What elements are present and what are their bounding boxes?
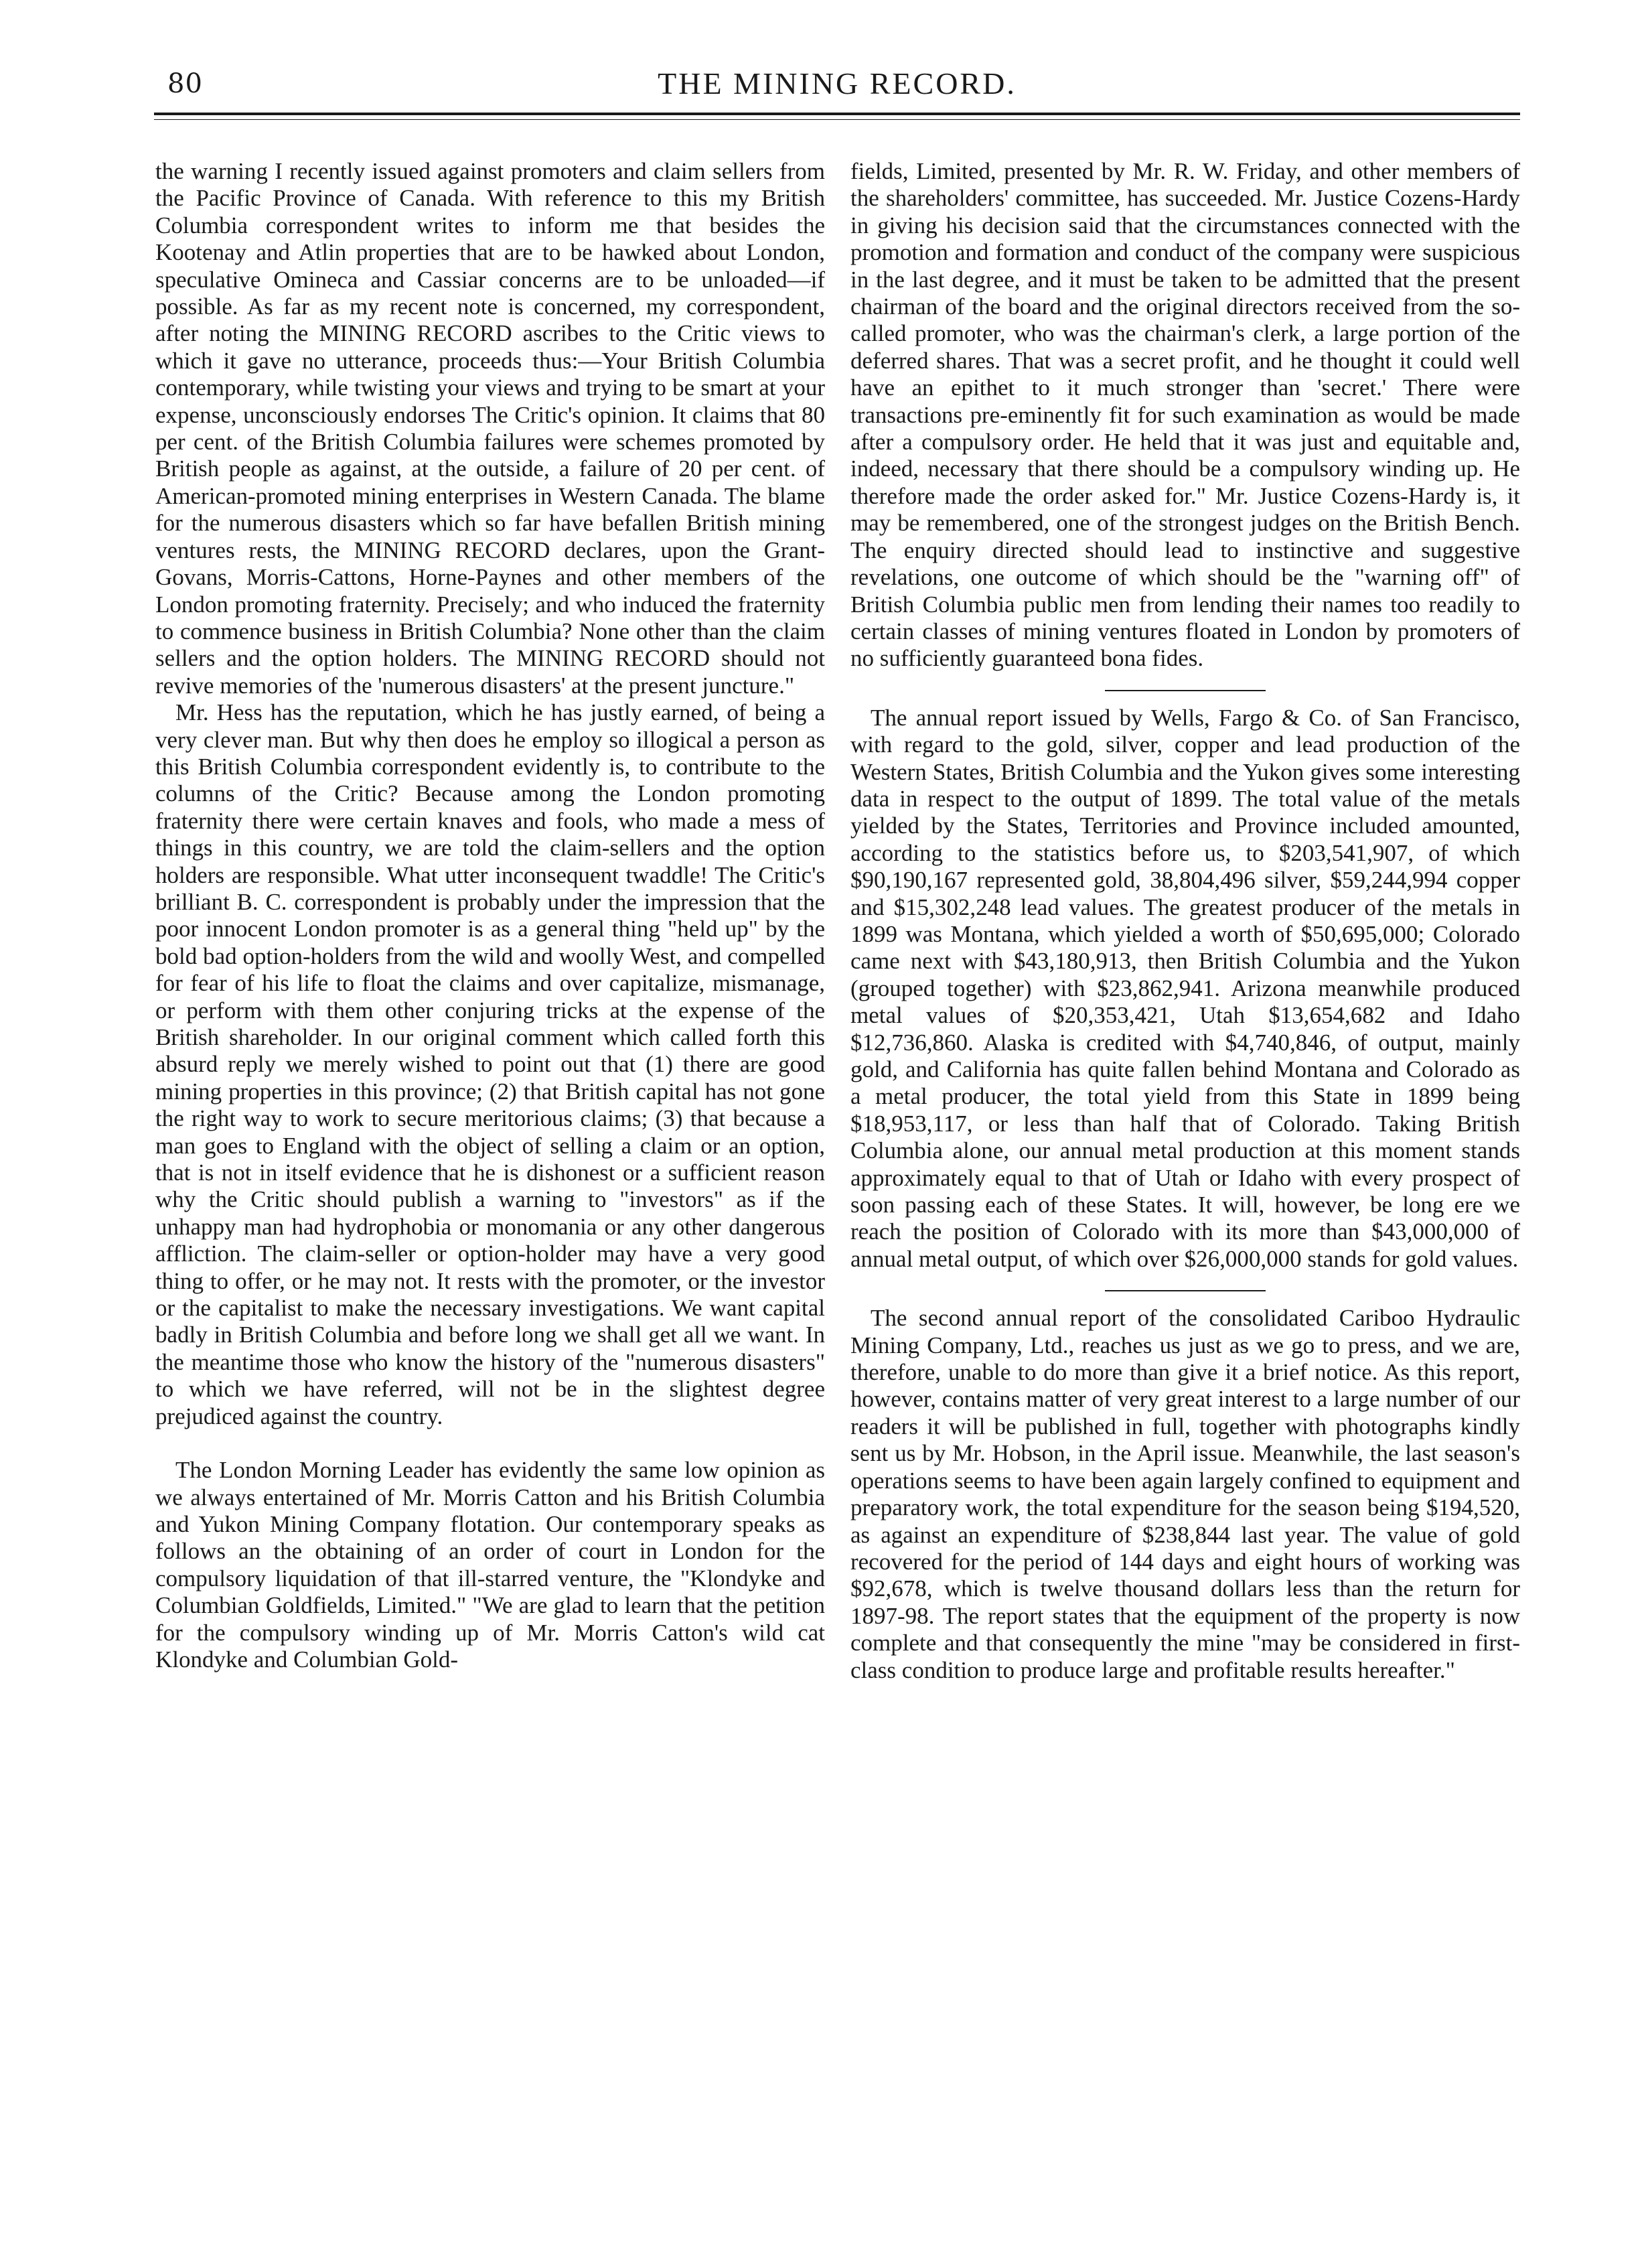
right-paragraph-3: The second annual report of the consolidated Cariboo Hydraulic Mining Company, Ltd., reaches us just as we go to press, and we are, therefore, unable to do more than give it a brief notice. As this report, however, contains matter of very great interest to a large number of our readers it will be published in full, together with photographs kindly sent us by Mr. Hobson, in the April issue. Meanwhile, the last season's operations seems to have been again largely confined to equipment and preparatory work, the total expenditure for the season being $194,520, as against an expenditure of $238,844 last year. The value of gold recovered for the period of 144 days and eight hours of working was $92,678, which is twelve thousand dollars less than the return for 1897-98. The report states that the equipment of the property is now complete and that consequently the mine "may be considered in first-class condition to produce large and profitable results hereafter." [850,1305,1520,1683]
left-paragraph-1: the warning I recently issued against promoters and claim sellers from the Pacific Province of Canada. With reference to this my British Columbia correspondent writes to inform me that besides the Kootenay and Atlin properties that are to be hawked about London, speculative Omineca and Cassiar concerns are to be unloaded—if possible. As far as my recent note is concerned, my correspondent, after noting the MINING RECORD ascribes to the Critic views to which it gave no utterance, proceeds thus:—Your British Columbia contemporary, while twisting your views and trying to be smart at your expense, unconsciously endorses The Critic's opinion. It claims that 80 per cent. of the British Columbia failures were schemes promoted by British people as against, at the outside, a failure of 20 per cent. of American-promoted mining enterprises in Western Canada. The blame for the numerous disasters which so far have befallen British mining ventures rests, the MINING RECORD declares, upon the Grant-Govans, Morris-Cattons, Horne-Paynes and other members of the London promoting fraternity. Precisely; and who induced the fraternity to commence business in British Columbia? None other than the claim sellers and the option holders. The MINING RECORD should not revive memories of the 'numerous disasters' at the present juncture." [155,158,825,699]
page-header [154,64,1520,111]
left-paragraph-2: Mr. Hess has the reputation, which he has justly earned, of being a very clever man. But why then does he employ so illogical a person as this British Columbia correspondent evidently is, to contribute to the columns of the Critic? Because among the London promoting fraternity there were certain knaves and fools, who made a mess of things in this country, we are told the claim-sellers and the option holders are responsible. What utter inconsequent twaddle! The Critic's brilliant B. C. correspondent is probably under the impression that the poor innocent London promoter is as a general thing "held up" by the bold bad option-holders from the wild and woolly West, and compelled for fear of his life to float the claims and over capitalize, mismanage, or perform with them other conjuring tricks at the expense of the British shareholder. In our original comment which called forth this absurd reply we merely wished to point out that (1) there are good mining properties in this province; (2) that British capital has not gone the right way to work to secure meritorious claims; (3) that because a man goes to England with the object of selling a claim or an option, that is not in itself evidence that he is dishonest or a sufficient reason why the Critic should publish a warning to "investors" as if the unhappy man had hydrophobia or monomania or any other dangerous affliction. The claim-seller or option-holder may have a very good thing to offer, or he may not. It rests with the promoter, or the investor or the capitalist to make the necessary investigations. We want capital badly in British Columbia and before long we shall get all we want. In the meantime those who know the history of the "numerous disasters" to which we have referred, will not be in the slightest degree prejudiced against the country. [155,699,825,1429]
header-rule-thin [154,119,1520,120]
left-paragraph-3: The London Morning Leader has evidently the same low opinion as we always entertained of Mr. Morris Catton and his British Columbia and Yukon Mining Company flotation. Our contemporary speaks as follows an the obtaining of an order of court in London for the compulsory liquidation of that ill-starred venture, the "Klondyke and Columbian Goldfields, Limited." "We are glad to learn that the petition for the compulsory winding up of Mr. Morris Catton's wild cat Klondyke and Columbian Gold- [155,1457,825,1673]
left-section-gap [155,1430,825,1457]
right-paragraph-1: fields, Limited, presented by Mr. R. W. Friday, and other members of the shareholders' committee, has succeeded. Mr. Justice Cozens-Hardy in giving his decision said that the circumstances connected with the promotion and formation and conduct of the company were suspicious in the last degree, and it must be taken to be admitted that the present chairman of the board and the original directors received from the so-called promoter, who was the chairman's clerk, a large portion of the deferred shares. That was a secret profit, and he thought it could well have an epithet to it much stronger than 'secret.' There were transactions pre-eminently fit for such examination as would be made after a compulsory order. He held that it was just and equitable and, indeed, necessary that there should be a compulsory winding up. He therefore made the order asked for." Mr. Justice Cozens-Hardy is, it may be remembered, one of the strongest judges on the British Bench. The enquiry directed should lead to instinctive and suggestive revelations, one outcome of which should be the "warning off" of British Columbia public men from lending their names too readily to certain classes of mining ventures floated in London by promoters of no sufficiently guaranteed bona fides. [850,158,1520,672]
section-divider-2 [1105,1290,1266,1291]
section-divider-1 [1105,690,1266,691]
header-rule-thick [154,113,1520,115]
right-column [850,158,1520,1684]
left-column [155,158,825,1673]
running-head-title: THE MINING RECORD. [658,66,1017,100]
page-number: 80 [167,68,203,99]
right-paragraph-2: The annual report issued by Wells, Fargo & Co. of San Francisco, with regard to the gold, silver, copper and lead production of the Western States, British Columbia and the Yukon gives some interesting data in respect to the output of 1899. The total value of the metals yielded by the States, Territories and Province included amounted, according to the statistics before us, to $203,541,907, of which $90,190,167 represented gold, 38,804,496 silver, $59,244,994 copper and $15,302,248 lead values. The greatest producer of the metals in 1899 was Montana, which yielded a worth of $50,695,000; Colorado came next with $43,180,913, then British Columbia and the Yukon (grouped together) with $23,862,941. Arizona meanwhile produced metal values of $20,353,421, Utah $13,654,682 and Idaho $12,736,860. Alaska is credited with $4,740,846, of output, mainly gold, and California has quite fallen behind Montana and Colorado as a metal producer, the total yield from this State in 1899 being $18,953,117, or less than half that of Colorado. Taking British Columbia alone, our annual metal production at this moment stands approximately equal to that of Utah or Idaho with every prospect of soon passing each of these States. It will, however, be long ere we reach the position of Colorado with its more than $43,000,000 of annual metal output, of which over $26,000,000 stands for gold values. [850,704,1520,1272]
